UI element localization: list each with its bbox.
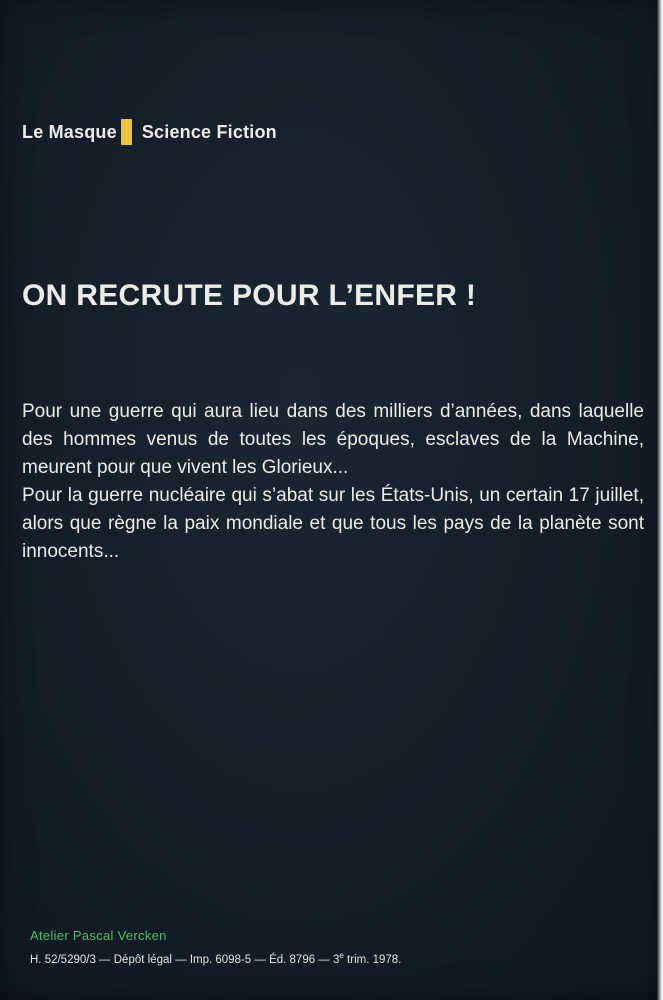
legal-superscript: e (339, 951, 344, 960)
legal-line (30, 951, 401, 966)
blurb (22, 398, 644, 566)
page-edge (657, 0, 663, 1000)
legal-text-end: trim. 1978. (343, 953, 402, 966)
collection-name: Science Fiction (141, 121, 277, 142)
cover-credit: Atelier Pascal Vercken (30, 928, 167, 943)
series-header (22, 119, 277, 145)
imprint-name: Le Masque (22, 121, 117, 142)
yellow-bar-logo (121, 119, 132, 145)
blurb-paragraph-2: Pour la guerre nucléaire qui s’abat sur les États-Unis, un certain 17 juillet, alors que règne la paix mondiale et que tous les pays de la planète sont innocents... (22, 485, 644, 562)
blurb-paragraph-1: Pour une guerre qui aura lieu dans des milliers d’années, dans laquelle des hommes venus de toutes les époques, esclaves de la Machine, meurent pour que vivent les Glorieux... (22, 401, 644, 478)
legal-text: H. 52/5290/3 — Dépôt légal — Imp. 6098-5 — Éd. 8796 — 3 (30, 953, 340, 966)
headline: ON RECRUTE POUR L’ENFER ! (22, 279, 477, 312)
